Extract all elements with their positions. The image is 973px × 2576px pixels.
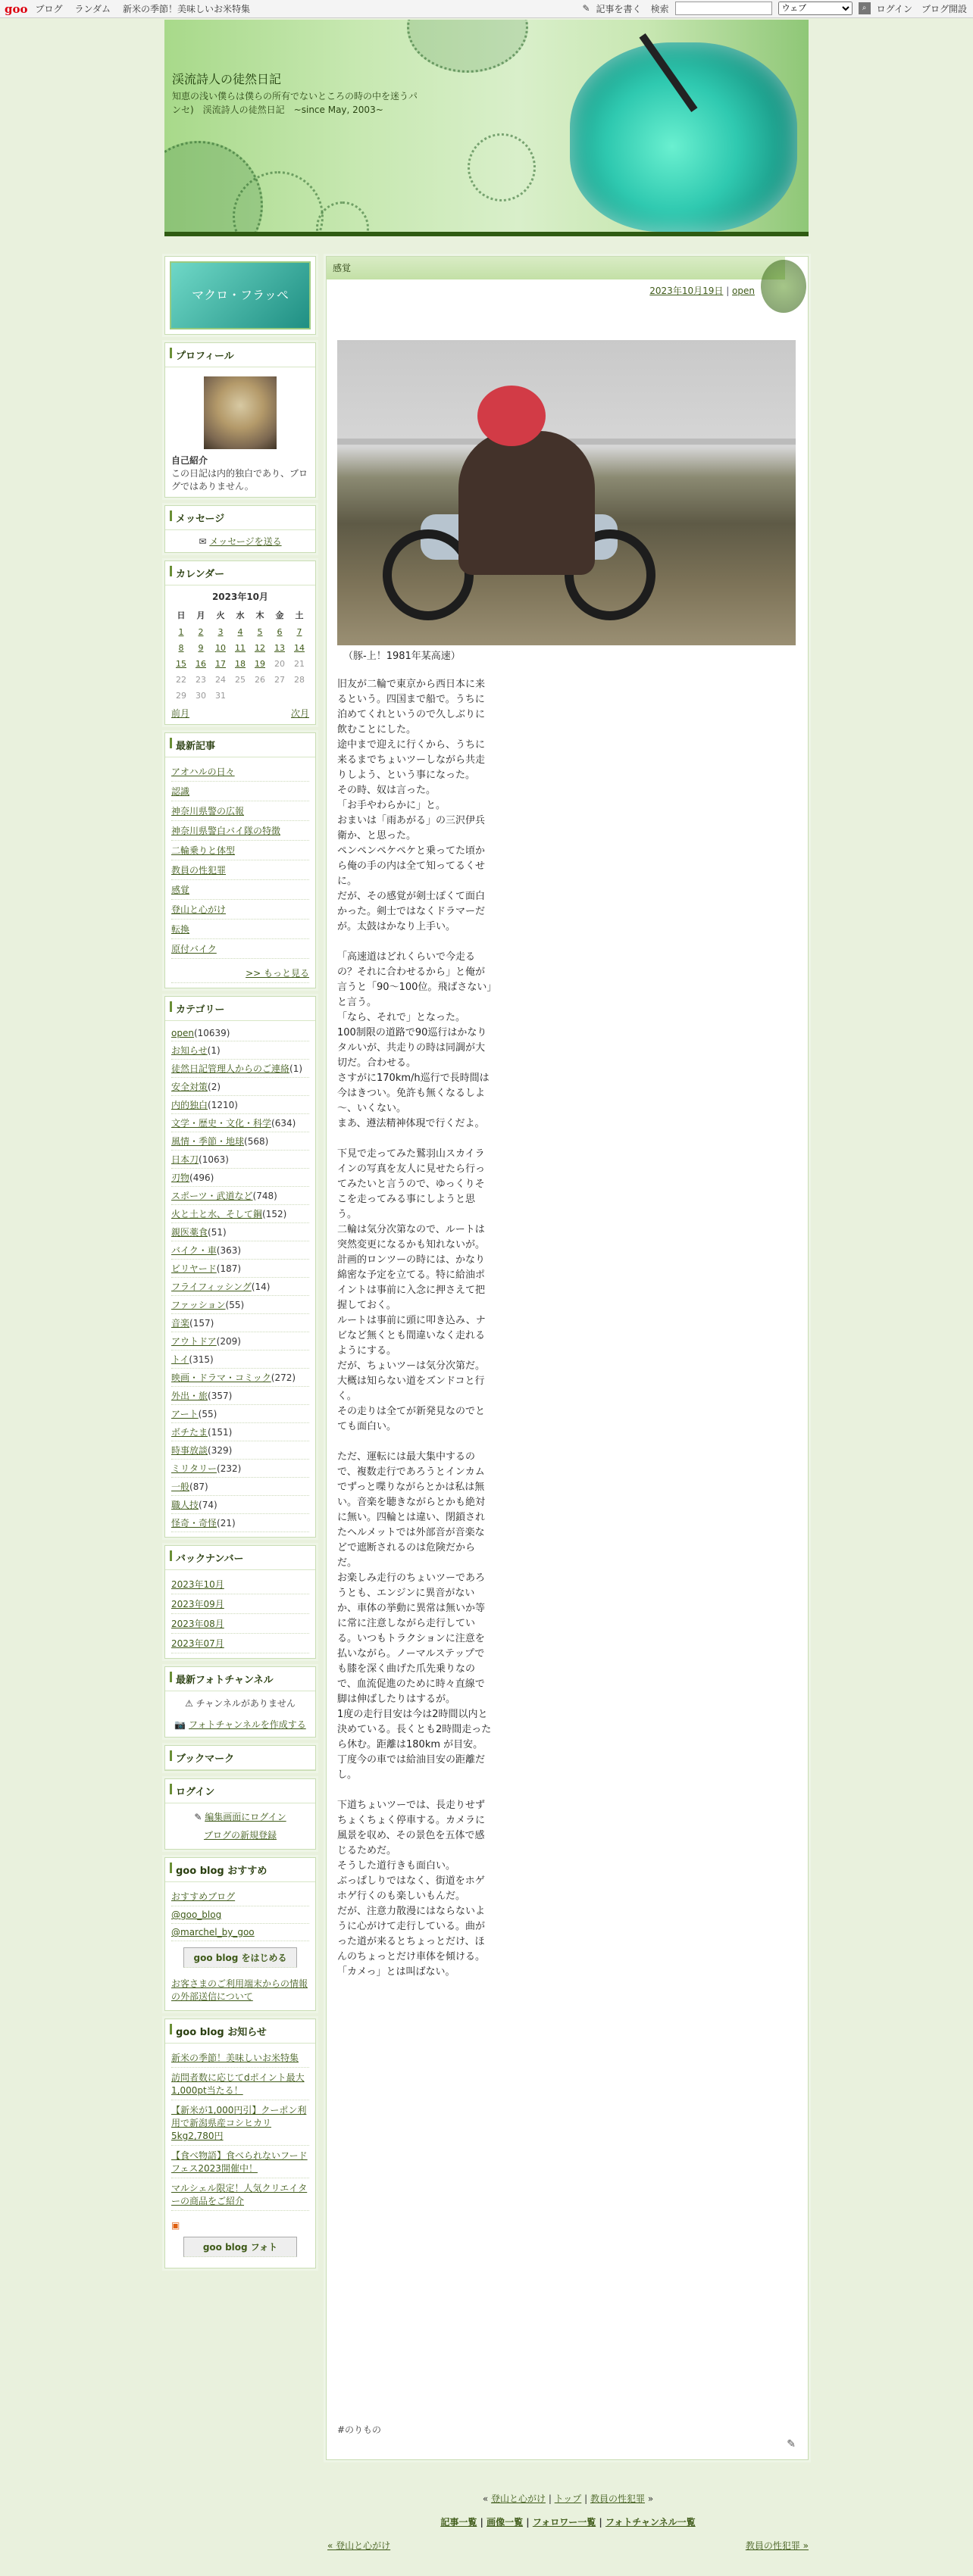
notice-link[interactable]: 【新米が1,000円引】クーポン利用で新潟県産コシヒカリ5kg2,780円 (171, 2100, 309, 2146)
category-link[interactable]: 怪奇・奇怪 (171, 1518, 217, 1528)
notice-link[interactable]: 訪問者数に応じてdポイント最大1,000pt当たる！ (171, 2068, 309, 2100)
calendar-day[interactable]: 19 (255, 659, 265, 669)
lace-ornament (468, 133, 536, 201)
category-count: (14) (251, 1282, 271, 1292)
register-link[interactable]: ブログの新規登録 (203, 1830, 277, 1841)
calendar-day: 25 (235, 675, 246, 685)
notice-link[interactable]: マルシェル限定！人気クリエイターの商品をご紹介 (171, 2178, 309, 2211)
category-link[interactable]: ミリタリー (171, 1463, 217, 1474)
category-count: (748) (252, 1191, 277, 1201)
category-item (171, 1478, 309, 1496)
category-count: (74) (199, 1500, 217, 1510)
category-link[interactable]: 外出・旅 (171, 1391, 208, 1401)
post-category-link[interactable]: open (732, 286, 755, 296)
category-item (171, 1241, 309, 1260)
category-item (171, 1332, 309, 1350)
weekday-label: 土 (295, 610, 304, 620)
calendar-day: 24 (215, 675, 226, 685)
older-post-link[interactable]: « 登山と心がけ (327, 2540, 391, 2551)
random-link[interactable]: ランダム (74, 4, 111, 14)
category-item (171, 1405, 309, 1423)
category-item (171, 1278, 309, 1296)
calendar-day: 21 (294, 659, 305, 669)
calendar-day: 28 (294, 675, 305, 685)
category-link[interactable]: 火と土と水、そして鋼 (171, 1209, 263, 1219)
calendar-day[interactable]: 5 (257, 627, 263, 637)
category-count: (151) (208, 1427, 233, 1438)
category-count: (1210) (208, 1100, 238, 1110)
category-link[interactable]: ビリヤード (171, 1263, 217, 1274)
category-link[interactable]: 一般 (171, 1482, 190, 1492)
notice-block (164, 2019, 316, 2268)
camera-icon: 📷 (174, 1719, 186, 1730)
category-item (171, 1026, 309, 1041)
recent-post-link[interactable]: 感覚 (171, 880, 309, 900)
category-count: (51) (208, 1227, 227, 1238)
calendar-day[interactable]: 17 (215, 659, 226, 669)
category-link[interactable]: 親医薬食 (171, 1227, 208, 1238)
category-item (171, 1169, 309, 1187)
calendar-day[interactable]: 6 (277, 627, 283, 637)
calendar-day: 26 (255, 675, 265, 685)
category-block (164, 996, 316, 1538)
macro-frappe-banner[interactable]: マクロ・フラッペ (170, 261, 311, 329)
calendar-month: 2023年10月 (211, 592, 269, 602)
category-count: (272) (271, 1372, 296, 1383)
recent-post-link[interactable]: 原付バイク (171, 939, 309, 959)
external-transmission-link[interactable]: お客さまのご利用端末からの情報の外部送信について (171, 1978, 308, 2002)
category-link[interactable]: お知らせ (171, 1045, 208, 1056)
category-count: (363) (216, 1245, 242, 1256)
search-label: 検索 (650, 3, 669, 14)
category-item (171, 1060, 309, 1078)
photo-channel-list-link[interactable]: フォトチャンネル一覧 (605, 2517, 696, 2528)
calendar-day (250, 688, 270, 704)
weekday-label: 日 (177, 610, 186, 620)
category-list (165, 1021, 315, 1537)
send-message-link[interactable]: メッセージを送る (209, 536, 282, 547)
recent-post-link[interactable]: 教員の性犯罪 (171, 860, 309, 880)
category-count: (55) (198, 1409, 217, 1419)
follower-list-link[interactable]: フォロワー一覧 (532, 2517, 596, 2528)
category-item (171, 1078, 309, 1096)
bookmark-heading: ブックマーク (165, 1746, 315, 1770)
calendar-day[interactable]: 13 (274, 643, 285, 653)
calendar-day[interactable]: 8 (178, 643, 184, 653)
category-item (171, 1514, 309, 1532)
message-heading: メッセージ (165, 506, 315, 530)
recent-post-link[interactable]: 神奈川県警の広報 (171, 801, 309, 821)
create-channel-link[interactable]: フォトチャンネルを作成する (189, 1719, 306, 1730)
category-link[interactable]: 風情・季節・地球 (171, 1136, 245, 1147)
category-item (171, 1132, 309, 1151)
envelope-icon: ✉ (199, 536, 207, 547)
leaf-ornament (761, 260, 806, 313)
search-scope-select[interactable] (778, 2, 853, 15)
recent-post-link[interactable]: 二輪乗りと体型 (171, 841, 309, 860)
category-link[interactable]: バイク・車 (171, 1245, 217, 1256)
photo-caption: （豚-上！1981年某高速） (343, 651, 461, 662)
backnumber-link[interactable]: 2023年09月 (171, 1594, 309, 1614)
category-item (171, 1350, 309, 1369)
sidebar (164, 256, 316, 2276)
calendar-day[interactable]: 14 (294, 643, 305, 653)
category-item (171, 1496, 309, 1514)
goo-logo[interactable]: goo (5, 2, 28, 16)
notice-link[interactable]: 【食べ物語】食べられないフードフェス2023開催中！ (171, 2146, 309, 2178)
next-post-link[interactable]: 教員の性犯罪 (590, 2493, 645, 2504)
category-heading: カテゴリー (165, 997, 315, 1021)
edit-login-link[interactable]: 編集画面にログイン (205, 1812, 286, 1822)
rider (458, 431, 595, 575)
sidebar-banner-block (164, 256, 316, 335)
category-count: (315) (189, 1354, 214, 1365)
category-count: (152) (262, 1209, 287, 1219)
topbar-right (582, 2, 967, 15)
backnumber-link[interactable]: 2023年08月 (171, 1614, 309, 1634)
search-icon[interactable]: ⌕ (859, 2, 871, 14)
category-count: (232) (217, 1463, 242, 1474)
profile-block (164, 342, 316, 498)
category-item (171, 1369, 309, 1387)
blog-subtitle: 知恵の浅い僕らは僕らの所有でないところの時の中を迷うパンセ) 渓流詩人の徒然日記 ~since May, 2003~ (172, 91, 418, 115)
category-link[interactable]: ファッション (171, 1300, 226, 1310)
calendar-day: 29 (176, 691, 186, 701)
category-count: (209) (216, 1336, 241, 1347)
recent-post-link[interactable]: 認識 (171, 782, 309, 801)
top-link[interactable]: トップ (554, 2493, 582, 2504)
category-count: (634) (271, 1118, 296, 1129)
prev-month-link[interactable]: 前月 (171, 708, 190, 719)
image-list-link[interactable]: 画像一覧 (486, 2517, 524, 2528)
category-link[interactable]: 職人技 (171, 1500, 199, 1510)
category-count: (2) (208, 1082, 221, 1092)
post-category-bar (327, 257, 785, 279)
category-link[interactable]: ボチたま (171, 1427, 208, 1438)
calendar-day: 22 (176, 675, 186, 685)
backnumber-link[interactable]: 2023年07月 (171, 1634, 309, 1653)
category-count: (357) (208, 1391, 233, 1401)
category-link[interactable]: 徒然日記管理人からのご連絡 (171, 1063, 290, 1074)
next-month-link[interactable]: 次月 (290, 708, 309, 719)
category-item (171, 1460, 309, 1478)
category-item (171, 1314, 309, 1332)
category-link[interactable]: アート (171, 1409, 199, 1419)
calendar-day[interactable]: 4 (237, 627, 243, 637)
bookmark-block (164, 1745, 316, 1771)
weekday-label: 月 (196, 610, 205, 620)
category-count: (21) (217, 1518, 236, 1528)
post-panel (326, 256, 809, 2460)
recent-heading: 最新記事 (165, 733, 315, 757)
rss-icon[interactable]: ▣ (171, 2220, 180, 2231)
no-channel-text: チャンネルがありません (196, 1698, 296, 1709)
category-link[interactable]: 刃物 (171, 1172, 190, 1183)
profile-text: この日記は内的独白であり、ブログではありません。 (171, 468, 308, 492)
notice-heading: goo blog お知らせ (165, 2019, 315, 2044)
post-date-line: 2023年10月19日 | open (649, 286, 755, 296)
weekday-label: 木 (255, 610, 264, 620)
category-item (171, 1423, 309, 1441)
category-link[interactable]: 内的独白 (171, 1100, 208, 1110)
recommend-block (164, 1857, 316, 2011)
warning-icon: ⚠ (185, 1698, 193, 1709)
post-date[interactable]: 2023年10月19日 (649, 286, 724, 296)
message-block (164, 505, 316, 553)
twitter-goo-blog-link[interactable]: @goo_blog (171, 1906, 309, 1924)
category-link[interactable]: アウトドア (171, 1336, 217, 1347)
goo-blog-photo-button[interactable]: goo blog フォト (183, 2237, 297, 2257)
category-item (171, 1096, 309, 1114)
notice-link[interactable]: 新米の季節！美味しいお米特集 (171, 2048, 309, 2068)
open-blog-link[interactable]: ブログ開設 (921, 3, 967, 14)
category-link[interactable]: 安全対策 (171, 1082, 208, 1092)
category-count: (496) (189, 1172, 214, 1183)
category-link[interactable]: 日本刀 (171, 1154, 199, 1165)
photo-channel-heading: 最新フォトチャンネル (165, 1667, 315, 1691)
category-link[interactable]: 映画・ドラマ・コミック (171, 1372, 271, 1383)
category-count: (568) (244, 1136, 269, 1147)
category-item (171, 1441, 309, 1460)
lace-ornament (316, 201, 369, 236)
avatar (204, 376, 277, 449)
write-post-link[interactable]: 記事を書く (596, 3, 642, 14)
pencil-icon: ✎ (194, 1812, 202, 1822)
photo-channel-block (164, 1666, 316, 1738)
pager (164, 2539, 809, 2552)
prev-post-link[interactable]: 登山と心がけ (490, 2493, 546, 2504)
post-category: 感覚 (333, 263, 352, 273)
category-item (171, 1296, 309, 1314)
calendar-day[interactable]: 1 (178, 627, 184, 637)
weekday-label: 金 (275, 610, 284, 620)
post-body: 旧友が二輪で東京から西日本に来るという。四国まで船で。うちに泊めてくれというので久しぶりに飲むことにした。 途中まで迎えに行くから、うちに来るまでちょいツーしながら共走りしよう、という事になった。 その時、奴は言った。 「お手やわらかに」と。 おまいは「雨あがる」の三沢伊兵衛か、と思った。 ペンペンペケペケと乗ってた頃から俺の手の内は全て知ってるくせに。 だが、その感覚が剣士ぽくて面白かった。剣士ではなくドラマーだが。太鼓はかなり上手い。 「高速道はどれくらいで今走るの？それに合わせるから」と俺が言うと「90～100位。飛ばさない」と言う。 「なら、それで」となった。 100制限の道路で90巡行はかなりタルいが、共走りの時は同調が大切だ。合わせる。 さすがに170km/h巡行で長時間は今はきつい。免許も無くなるしよ～、いくない。 まあ、遵法精神体現で行くだよ。 下見で走ってみた鷲羽山スカイラインの写真を友人に見せたら行ってみたいと言うので、ゆっくりそこを走ってみる事にしようと思う。 二輪は気分次第なので、ルートは突然変更になるかも知れないが。 計画的ロンツーの時には、かなり綿密な予定を立てる。特に給油ポイントは事前に入念に押さえて把握しておく。 ルートは事前に頭に叩き込み、ナビなど無くとも間違いなく走れるようにする。 だが、ちょいツーは気分次第だ。大概は知らない道をズンドコと行く。 その走りは全てが新発見なのでとても面白い。 ただ、運転には最大集中するので、複数走行であろうとインカムでずっと喋りながらとかは私は無い。音楽を聴きながらとかも絶対に無い。四輪とは違い、閉鎖されたヘルメットでは外部音が音楽などで遮断されるのは危険だからだ。 お楽しみ走行のちょいツーであろうとも、エンジンに異音がないか、車体の挙動に異常は無いか等に常に注意しながら走行している。いつもトラクションに注意を払いながら。ノーマルステップでも膝を深く曲げた爪先乗りなので、血流促進のために時々直線で脚は伸ばしたりはするが。 1度の走行目安は今は2時間以内と決めている。長くとも2時間走ったら休む。距離は180km が目安。丁度今の車では給油目安の距離だし。 下道ちょいツーでは、長走りせずちょくちょく停車する。カメラに風景を収め、その景色を五体で感じるためだ。 そうした道行きも面白い。 ぶっぱしりではなく、街道をホゲホゲ行くのも楽しいもんだ。 だが、注意力散漫にはならないように心がけて走行している。曲がった道が来るとちょっとだけ、ほんのちょっとだけ車体を傾ける。「カメっ」とは叫ばない。 (337, 679, 492, 1978)
start-goo-blog-button[interactable]: goo blog をはじめる (183, 1947, 297, 1968)
category-item (171, 1041, 309, 1060)
motorcycle-photo[interactable] (337, 340, 796, 645)
lace-ornament (407, 20, 528, 73)
calendar-day[interactable]: 12 (255, 643, 265, 653)
recommend-blog-link[interactable]: おすすめブログ (171, 1887, 309, 1906)
calendar-day: 20 (274, 659, 285, 669)
blog-header (164, 20, 809, 236)
category-count: (87) (189, 1482, 208, 1492)
category-count: (1) (207, 1045, 221, 1056)
recommend-heading: goo blog おすすめ (165, 1858, 315, 1882)
top-utility-bar (0, 0, 973, 18)
blog-link[interactable]: ブログ (35, 4, 63, 14)
profile-heading: プロフィール (165, 343, 315, 367)
login-heading: ログイン (165, 1779, 315, 1803)
category-item (171, 1187, 309, 1205)
recent-posts-block (164, 732, 316, 988)
calendar-block (164, 560, 316, 725)
calendar-day: 31 (215, 691, 226, 701)
category-link[interactable]: 時事放談 (171, 1445, 208, 1456)
more-posts-link[interactable]: >> もっと見る (171, 963, 309, 983)
category-link[interactable]: open (171, 1028, 194, 1038)
post-list-link[interactable]: 記事一覧 (440, 2517, 477, 2528)
category-count: (187) (216, 1263, 242, 1274)
calendar-day (230, 688, 250, 704)
category-count: (329) (208, 1445, 233, 1456)
category-count: (1063) (199, 1154, 229, 1165)
twitter-marchel-link[interactable]: @marchel_by_goo (171, 1924, 309, 1941)
calendar-day[interactable]: 15 (176, 659, 186, 669)
weekday-label: 火 (216, 610, 225, 620)
backnumber-link[interactable]: 2023年10月 (171, 1575, 309, 1594)
category-item (171, 1114, 309, 1132)
login-link[interactable]: ログイン (876, 3, 912, 14)
rice-feature-link[interactable]: 新米の季節！美味しいお米特集 (123, 4, 251, 14)
calendar-day[interactable]: 18 (235, 659, 246, 669)
profile-label: 自己紹介 (171, 455, 208, 466)
calendar-day: 30 (196, 691, 206, 701)
calendar-day[interactable]: 16 (196, 659, 206, 669)
category-item (171, 1223, 309, 1241)
category-link[interactable]: 文学・歴史・文化・科学 (171, 1118, 272, 1129)
search-input[interactable] (675, 2, 772, 15)
recent-post-link[interactable]: 登山と心がけ (171, 900, 309, 920)
backnumber-heading: バックナンバー (165, 1546, 315, 1570)
calendar-heading: カレンダー (165, 561, 315, 585)
category-item (171, 1260, 309, 1278)
recent-post-link[interactable]: 転換 (171, 920, 309, 939)
pencil-icon: ✎ (582, 3, 590, 14)
login-block (164, 1778, 316, 1850)
calendar-day[interactable]: 9 (198, 643, 204, 653)
calendar-day: 27 (274, 675, 285, 685)
calendar-day (270, 688, 289, 704)
category-count: (157) (189, 1318, 214, 1329)
footer-nav: « 登山と心がけ | トップ | 教員の性犯罪 » 記事一覧 | 画像一覧 | フォロワー一覧 | フォトチャンネル一覧 « 登山と心がけ 教員の性犯罪 » (164, 2492, 809, 2552)
calendar-day[interactable]: 10 (215, 643, 226, 653)
category-item (171, 1205, 309, 1223)
category-item (171, 1151, 309, 1169)
calendar-table (171, 606, 309, 704)
category-link[interactable]: スポーツ・武道など (171, 1191, 253, 1201)
calendar-day[interactable]: 7 (296, 627, 302, 637)
calendar-day: 23 (196, 675, 206, 685)
calendar-day[interactable]: 11 (235, 643, 246, 653)
newer-post-link[interactable]: 教員の性犯罪 » (745, 2540, 809, 2551)
recent-post-link[interactable]: アオハルの日々 (171, 762, 309, 782)
post-tag[interactable]: #のりもの (337, 2425, 382, 2435)
category-link[interactable]: 音楽 (171, 1318, 190, 1329)
recent-post-link[interactable]: 神奈川県警白バイ隊の特徴 (171, 821, 309, 841)
category-count: (55) (225, 1300, 245, 1310)
category-link[interactable]: フライフィッシング (171, 1282, 252, 1292)
weekday-label: 水 (236, 610, 245, 620)
helmet (477, 386, 546, 446)
category-link[interactable]: トイ (171, 1354, 189, 1365)
category-item (171, 1387, 309, 1405)
edit-icon[interactable]: ✎ (787, 2438, 796, 2450)
backnumber-block (164, 1545, 316, 1659)
calendar-day[interactable]: 2 (198, 627, 204, 637)
category-count: (10639) (193, 1028, 230, 1038)
calendar-day (289, 688, 309, 704)
blog-title[interactable]: 渓流詩人の徒然日記 (172, 73, 282, 86)
category-count: (1) (289, 1063, 303, 1074)
shaved-ice-glass-image (570, 42, 797, 232)
calendar-day[interactable]: 3 (217, 627, 224, 637)
